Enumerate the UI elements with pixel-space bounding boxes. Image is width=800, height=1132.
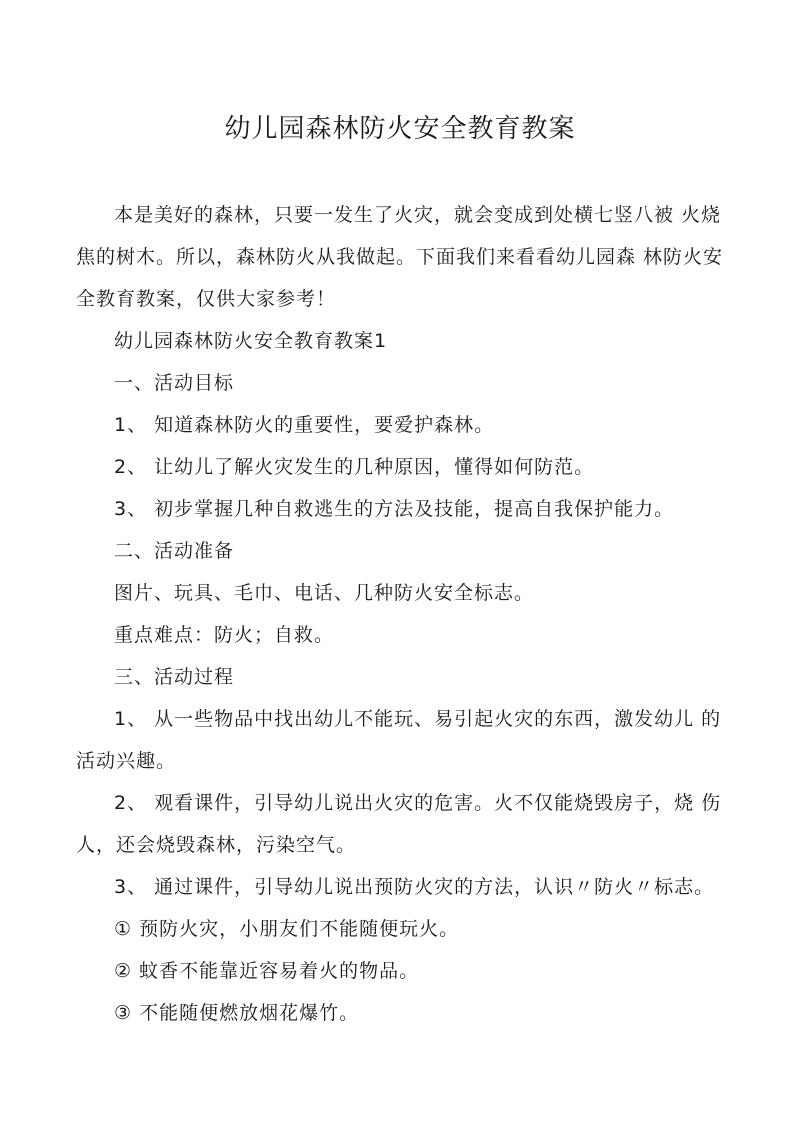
- paragraph-line: 人，还会烧毁森林，污染空气。: [76, 834, 357, 856]
- list-item: ③ 不能随便燃放烟花爆竹。: [114, 1002, 360, 1024]
- paragraph-line: 焦的树木。所以，森林防火从我做起。下面我们来看看幼儿园森 林防火安: [76, 246, 724, 268]
- paragraph-line: 图片、玩具、毛巾、电话、几种防火安全标志。: [114, 582, 535, 604]
- list-item: 1、 知道森林防火的重要性，要爱护森林。: [114, 414, 495, 436]
- section-heading: 二、活动准备: [114, 540, 235, 562]
- paragraph-line: 全教育教案，仅供大家参考！: [76, 288, 337, 310]
- list-item: 3、 通过课件，引导幼儿说出预防火灾的方法，认识〃防火〃标志。: [114, 876, 715, 898]
- list-item: ① 预防火灾，小朋友们不能随便玩火。: [114, 918, 460, 940]
- section-heading: 三、活动过程: [114, 666, 235, 688]
- paragraph-line: 活动兴趣。: [76, 750, 177, 772]
- section-heading: 幼儿园森林防火安全教育教案1: [114, 330, 388, 352]
- list-item: ② 蚊香不能靠近容易着火的物品。: [114, 960, 420, 982]
- list-item: 1、 从一些物品中找出幼儿不能玩、易引起火灾的东西，激发幼儿 的: [114, 708, 722, 730]
- paragraph-line: 重点难点：防火；自救。: [114, 624, 335, 646]
- list-item: 3、 初步掌握几种自救逃生的方法及技能，提高自我保护能力。: [114, 498, 675, 520]
- list-item: 2、 让幼儿了解火灾发生的几种原因，懂得如何防范。: [114, 456, 595, 478]
- list-item: 2、 观看课件，引导幼儿说出火灾的危害。火不仅能烧毁房子，烧 伤: [114, 792, 722, 814]
- section-heading: 一、活动目标: [114, 372, 235, 394]
- paragraph-line: 本是美好的森林，只要一发生了火灾，就会变成到处横七竖八被 火烧: [114, 204, 722, 226]
- document-title: 幼儿园森林防火安全教育教案: [224, 114, 576, 144]
